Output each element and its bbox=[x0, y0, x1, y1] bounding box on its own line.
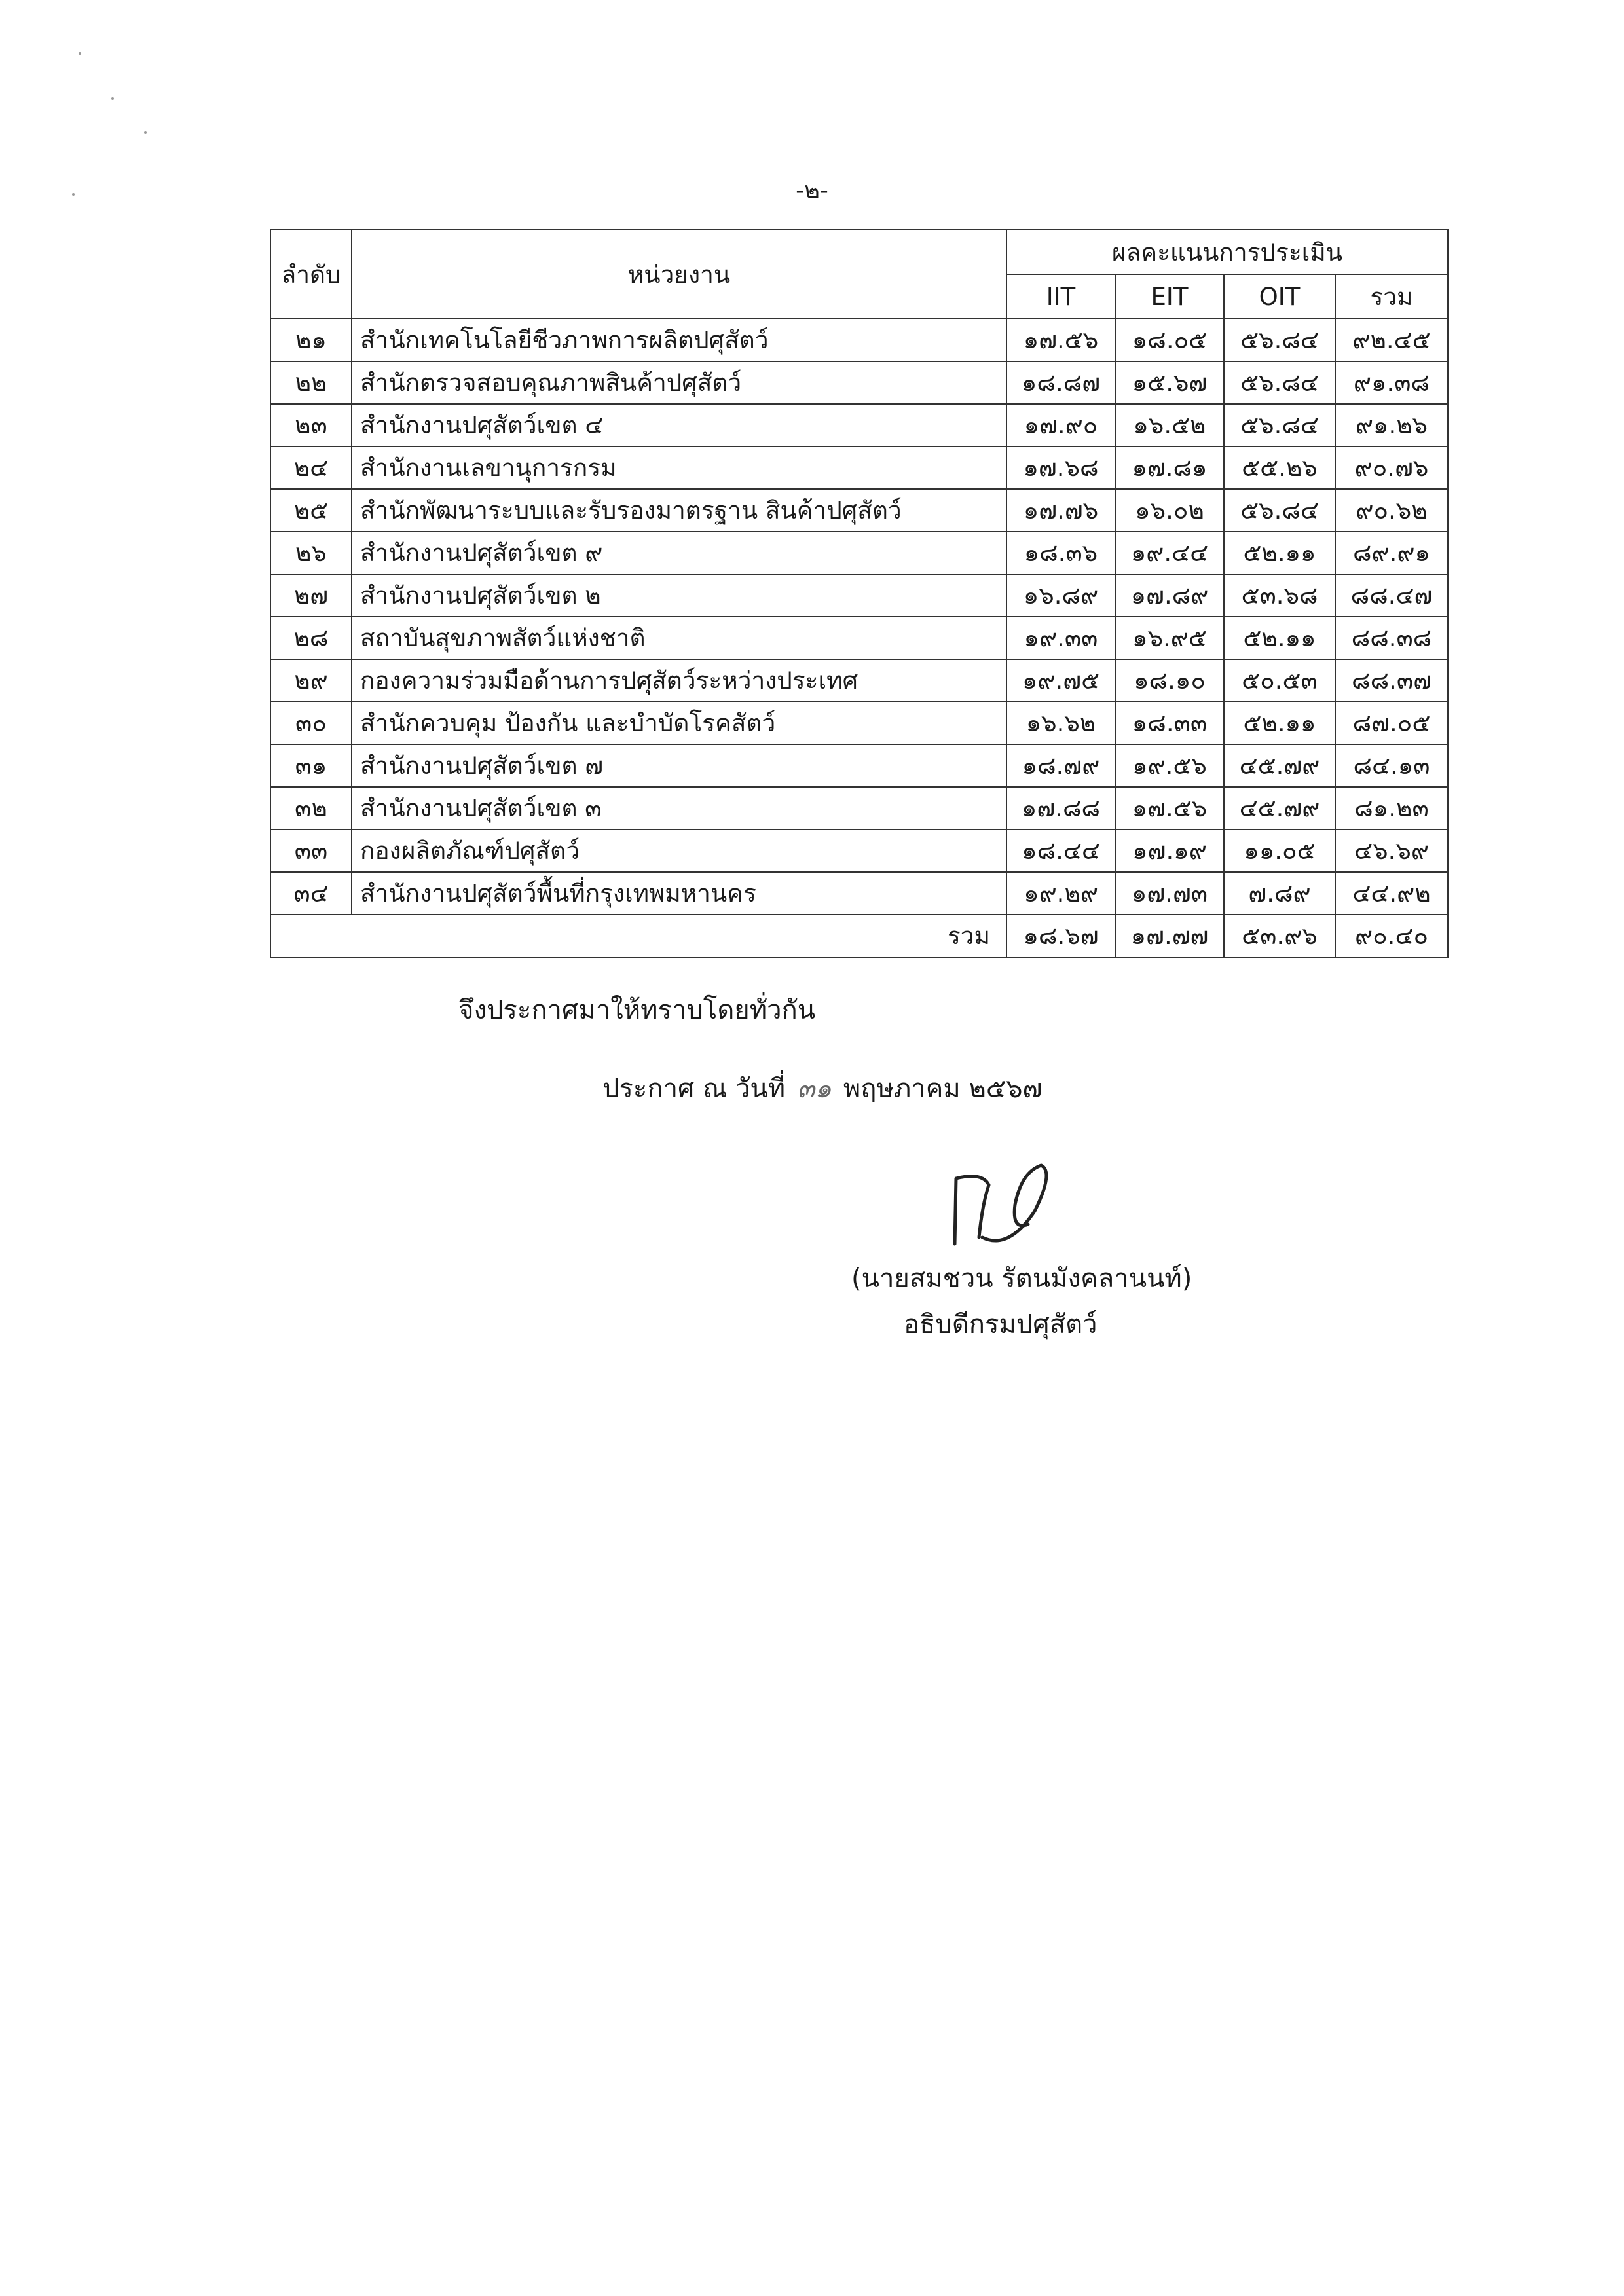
table-row bbox=[270, 702, 1448, 744]
header-row-1 bbox=[270, 230, 1448, 274]
row-iit: ๑๖.๖๒ bbox=[1006, 702, 1115, 744]
row-no: ๒๗ bbox=[270, 574, 352, 617]
row-total: ๔๔.๙๒ bbox=[1335, 872, 1448, 915]
row-eit: ๑๗.๕๖ bbox=[1115, 787, 1224, 829]
row-eit: ๑๗.๘๙ bbox=[1115, 574, 1224, 617]
row-no: ๓๔ bbox=[270, 872, 352, 915]
row-iit: ๑๗.๘๘ bbox=[1006, 787, 1115, 829]
summary-eit: ๑๗.๗๗ bbox=[1115, 915, 1224, 957]
table-row bbox=[270, 617, 1448, 659]
row-eit: ๑๙.๕๖ bbox=[1115, 744, 1224, 787]
row-no: ๒๘ bbox=[270, 617, 352, 659]
row-oit: ๕๒.๑๑ bbox=[1224, 532, 1335, 574]
row-iit: ๑๗.๗๖ bbox=[1006, 489, 1115, 532]
scan-speck bbox=[79, 52, 81, 55]
header-score-group: ผลคะแนนการประเมิน bbox=[1006, 230, 1448, 274]
row-total: ๘๔.๑๓ bbox=[1335, 744, 1448, 787]
row-total: ๘๑.๒๓ bbox=[1335, 787, 1448, 829]
row-total: ๘๘.๓๗ bbox=[1335, 659, 1448, 702]
header-eit: EIT bbox=[1115, 274, 1224, 319]
summary-iit: ๑๘.๖๗ bbox=[1006, 915, 1115, 957]
row-eit: ๑๖.๐๒ bbox=[1115, 489, 1224, 532]
row-unit: สำนักงานปศุสัตว์เขต ๔ bbox=[352, 404, 1006, 446]
table-row bbox=[270, 446, 1448, 489]
signer-title: อธิบดีกรมปศุสัตว์ bbox=[904, 1309, 1098, 1339]
scan-speck bbox=[111, 97, 114, 100]
row-unit: สำนักพัฒนาระบบและรับรองมาตรฐาน สินค้าปศุสัตว์ bbox=[352, 489, 1006, 532]
announcement-date bbox=[602, 1067, 1043, 1109]
row-total: ๙๐.๖๒ bbox=[1335, 489, 1448, 532]
table-row bbox=[270, 319, 1448, 361]
row-unit: สำนักเทคโนโลยีชีวภาพการผลิตปศุสัตว์ bbox=[352, 319, 1006, 361]
row-iit: ๑๗.๕๖ bbox=[1006, 319, 1115, 361]
table-row bbox=[270, 829, 1448, 872]
row-total: ๙๑.๒๖ bbox=[1335, 404, 1448, 446]
row-unit: สำนักงานปศุสัตว์เขต ๙ bbox=[352, 532, 1006, 574]
row-eit: ๑๘.๐๕ bbox=[1115, 319, 1224, 361]
row-iit: ๑๖.๘๙ bbox=[1006, 574, 1115, 617]
row-eit: ๑๗.๘๑ bbox=[1115, 446, 1224, 489]
row-iit: ๑๙.๓๓ bbox=[1006, 617, 1115, 659]
table-row bbox=[270, 532, 1448, 574]
row-no: ๒๕ bbox=[270, 489, 352, 532]
signer-name: (นายสมชวน รัตนมังคลานนท์) bbox=[851, 1264, 1192, 1294]
row-eit: ๑๗.๗๓ bbox=[1115, 872, 1224, 915]
score-table bbox=[270, 229, 1449, 958]
row-no: ๒๑ bbox=[270, 319, 352, 361]
row-no: ๓๑ bbox=[270, 744, 352, 787]
table-row bbox=[270, 574, 1448, 617]
summary-total: ๙๐.๔๐ bbox=[1335, 915, 1448, 957]
row-total: ๔๖.๖๙ bbox=[1335, 829, 1448, 872]
table-row bbox=[270, 659, 1448, 702]
row-eit: ๑๖.๕๒ bbox=[1115, 404, 1224, 446]
row-oit: ๔๕.๗๙ bbox=[1224, 744, 1335, 787]
row-iit: ๑๙.๗๕ bbox=[1006, 659, 1115, 702]
row-oit: ๕๓.๖๘ bbox=[1224, 574, 1335, 617]
announcement: จึงประกาศมาให้ทราบโดยทั่วกัน bbox=[458, 995, 816, 1025]
row-oit: ๕๒.๑๑ bbox=[1224, 617, 1335, 659]
row-iit: ๑๘.๗๙ bbox=[1006, 744, 1115, 787]
row-iit: ๑๙.๒๙ bbox=[1006, 872, 1115, 915]
row-iit: ๑๘.๓๖ bbox=[1006, 532, 1115, 574]
row-no: ๓๐ bbox=[270, 702, 352, 744]
row-oit: ๕๕.๒๖ bbox=[1224, 446, 1335, 489]
row-iit: ๑๗.๙๐ bbox=[1006, 404, 1115, 446]
header-total: รวม bbox=[1335, 274, 1448, 319]
table-row bbox=[270, 744, 1448, 787]
scan-speck bbox=[144, 131, 147, 134]
date-month-year: พฤษภาคม ๒๕๖๗ bbox=[843, 1074, 1043, 1104]
row-no: ๓๓ bbox=[270, 829, 352, 872]
row-oit: ๕๖.๘๔ bbox=[1224, 319, 1335, 361]
row-unit: สำนักงานปศุสัตว์เขต ๓ bbox=[352, 787, 1006, 829]
summary-oit: ๕๓.๙๖ bbox=[1224, 915, 1335, 957]
table-row bbox=[270, 787, 1448, 829]
row-no: ๓๒ bbox=[270, 787, 352, 829]
row-eit: ๑๘.๑๐ bbox=[1115, 659, 1224, 702]
row-total: ๙๒.๔๕ bbox=[1335, 319, 1448, 361]
summary-row bbox=[270, 915, 1448, 957]
row-eit: ๑๕.๖๗ bbox=[1115, 361, 1224, 404]
row-oit: ๔๕.๗๙ bbox=[1224, 787, 1335, 829]
row-iit: ๑๘.๔๔ bbox=[1006, 829, 1115, 872]
row-oit: ๕๖.๘๔ bbox=[1224, 361, 1335, 404]
header-no: ลำดับ bbox=[270, 230, 352, 319]
row-iit: ๑๗.๖๘ bbox=[1006, 446, 1115, 489]
row-eit: ๑๘.๓๓ bbox=[1115, 702, 1224, 744]
row-unit: สำนักงานปศุสัตว์พื้นที่กรุงเทพมหานคร bbox=[352, 872, 1006, 915]
row-iit: ๑๘.๘๗ bbox=[1006, 361, 1115, 404]
row-oit: ๑๑.๐๕ bbox=[1224, 829, 1335, 872]
row-unit: สำนักควบคุม ป้องกัน และบำบัดโรคสัตว์ bbox=[352, 702, 1006, 744]
row-unit: สำนักตรวจสอบคุณภาพสินค้าปศุสัตว์ bbox=[352, 361, 1006, 404]
row-unit: สำนักงานปศุสัตว์เขต ๒ bbox=[352, 574, 1006, 617]
row-unit: กองความร่วมมือด้านการปศุสัตว์ระหว่างประเทศ bbox=[352, 659, 1006, 702]
row-oit: ๕๐.๕๓ bbox=[1224, 659, 1335, 702]
row-total: ๘๘.๓๘ bbox=[1335, 617, 1448, 659]
header-unit: หน่วยงาน bbox=[352, 230, 1006, 319]
header-iit: IIT bbox=[1006, 274, 1115, 319]
table-row bbox=[270, 404, 1448, 446]
date-day: ๓๑ bbox=[797, 1074, 832, 1104]
row-eit: ๑๗.๑๙ bbox=[1115, 829, 1224, 872]
row-oit: ๕๖.๘๔ bbox=[1224, 404, 1335, 446]
table-row bbox=[270, 489, 1448, 532]
header-oit: OIT bbox=[1224, 274, 1335, 319]
row-total: ๘๗.๐๕ bbox=[1335, 702, 1448, 744]
row-no: ๒๖ bbox=[270, 532, 352, 574]
row-total: ๙๑.๓๘ bbox=[1335, 361, 1448, 404]
row-unit: สำนักงานปศุสัตว์เขต ๗ bbox=[352, 744, 1006, 787]
row-total: ๘๘.๔๗ bbox=[1335, 574, 1448, 617]
row-unit: สำนักงานเลขานุการกรม bbox=[352, 446, 1006, 489]
table-row bbox=[270, 872, 1448, 915]
row-unit: สถาบันสุขภาพสัตว์แห่งชาติ bbox=[352, 617, 1006, 659]
row-oit: ๗.๘๙ bbox=[1224, 872, 1335, 915]
row-oit: ๕๖.๘๔ bbox=[1224, 489, 1335, 532]
row-total: ๙๐.๗๖ bbox=[1335, 446, 1448, 489]
row-no: ๒๓ bbox=[270, 404, 352, 446]
row-unit: กองผลิตภัณฑ์ปศุสัตว์ bbox=[352, 829, 1006, 872]
row-oit: ๕๒.๑๑ bbox=[1224, 702, 1335, 744]
row-no: ๒๙ bbox=[270, 659, 352, 702]
row-eit: ๑๙.๔๔ bbox=[1115, 532, 1224, 574]
row-total: ๘๙.๙๑ bbox=[1335, 532, 1448, 574]
row-no: ๒๒ bbox=[270, 361, 352, 404]
row-eit: ๑๖.๙๕ bbox=[1115, 617, 1224, 659]
summary-label: รวม bbox=[270, 915, 1006, 957]
page-number: -๒- bbox=[796, 177, 828, 204]
table-row bbox=[270, 361, 1448, 404]
date-prefix: ประกาศ ณ วันที่ bbox=[602, 1074, 786, 1104]
signature bbox=[943, 1152, 1074, 1257]
row-no: ๒๔ bbox=[270, 446, 352, 489]
